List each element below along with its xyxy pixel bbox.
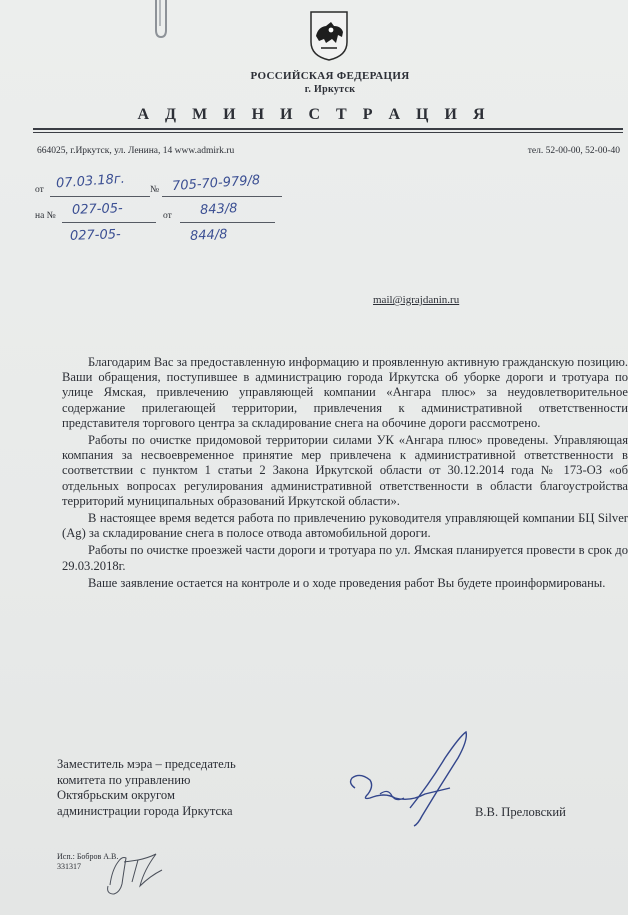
- signatory-title: [57, 757, 236, 819]
- outgoing-number: 705-70-979/8: [171, 172, 261, 195]
- body-paragraph-3: В настоящее время ведется работа по привлечению руководителя управляющей компании БЦ Silver (Ag) за складирование снега в полосе отвода автомобильной дороги.: [62, 511, 628, 541]
- reference-line-1: [62, 222, 156, 223]
- reply-to-label: на №: [35, 211, 56, 221]
- executor-phone: 331317: [57, 862, 81, 871]
- letterhead-rule-thick: [33, 128, 623, 130]
- reference-from-label: от: [163, 211, 172, 221]
- reference-value-2: 844/8: [189, 227, 228, 244]
- letterhead-phone: тел. 52-00-00, 52-00-40: [527, 146, 620, 156]
- letter-body: [62, 355, 628, 593]
- reference-value-1: 843/8: [199, 201, 238, 218]
- reference-number-1: 027-05-: [71, 201, 123, 218]
- body-paragraph-1: Благодарим Вас за предоставленную информацию и проявленную активную гражданскую позицию. Ваши обращения, поступившее в администрацию города Иркутска об уборке дороги и тротуара по улице Ямская, привлечению управляющей компании «Ангара плюс» за неудовлетворительное содержание прилегающей территории, привлечения к административной ответственности представителя торгового центра за складирование снега на обочине дороги рассмотрено.: [62, 355, 628, 430]
- body-paragraph-5: Ваше заявление остается на контроле и о ходе проведения работ Вы будете проинформированы.: [88, 575, 606, 590]
- signatory-title-line-4: администрации города Иркутска: [57, 803, 233, 818]
- handwritten-signature: [340, 728, 480, 833]
- body-paragraph-2: Работы по очистке придомовой территории силами УК «Ангара плюс» проведены. Управляющая компания за несвоевременное принятие мер привлечена к административной ответственности в соответствии с пунктом 1 статьи 2 Закона Иркутской области от 30.12.2014 года № 173-ОЗ «об отдельных вопросах регулирования административной ответственности в области благоустройства территорий муниципальных образований Иркутской области».: [62, 433, 628, 508]
- executor-name: Исп.: Бобров А.В.: [57, 852, 119, 861]
- signatory-title-line-1: Заместитель мэра – председатель: [57, 757, 236, 771]
- paper-clip-icon: [150, 0, 172, 40]
- signatory-name: В.В. Преловский: [475, 805, 566, 819]
- signatory-title-line-3: Октябрьским округом: [57, 788, 175, 803]
- letterhead-city: г. Иркутск: [304, 84, 356, 95]
- number-line: [162, 196, 282, 197]
- letterhead-address: 664025, г.Иркутск, ул. Ленина, 14 www.admirk.ru: [37, 146, 235, 156]
- reference-number-2: 027-05-: [69, 227, 121, 244]
- recipient-email[interactable]: mail@igrajdanin.ru: [373, 294, 460, 306]
- city-emblem-icon: [309, 10, 349, 62]
- letterhead-rule-thin: [33, 132, 623, 133]
- executor-initials: [100, 840, 170, 900]
- letterhead-country: РОССИЙСКАЯ ФЕДЕРАЦИЯ: [250, 70, 410, 82]
- number-label: №: [150, 185, 160, 195]
- outgoing-date: 07.03.18г.: [55, 171, 126, 192]
- reference-value-line-1: [180, 222, 275, 223]
- letterhead-organization: А Д М И Н И С Т Р А Ц И Я: [137, 106, 491, 123]
- signatory-title-line-2: комитета по управлению: [57, 772, 191, 787]
- date-line: [50, 196, 150, 197]
- body-paragraph-4: Работы по очистке проезжей части дороги и тротуара по ул. Ямская планируется провести в срок до 29.03.2018г.: [62, 543, 628, 573]
- from-label: от: [35, 185, 44, 195]
